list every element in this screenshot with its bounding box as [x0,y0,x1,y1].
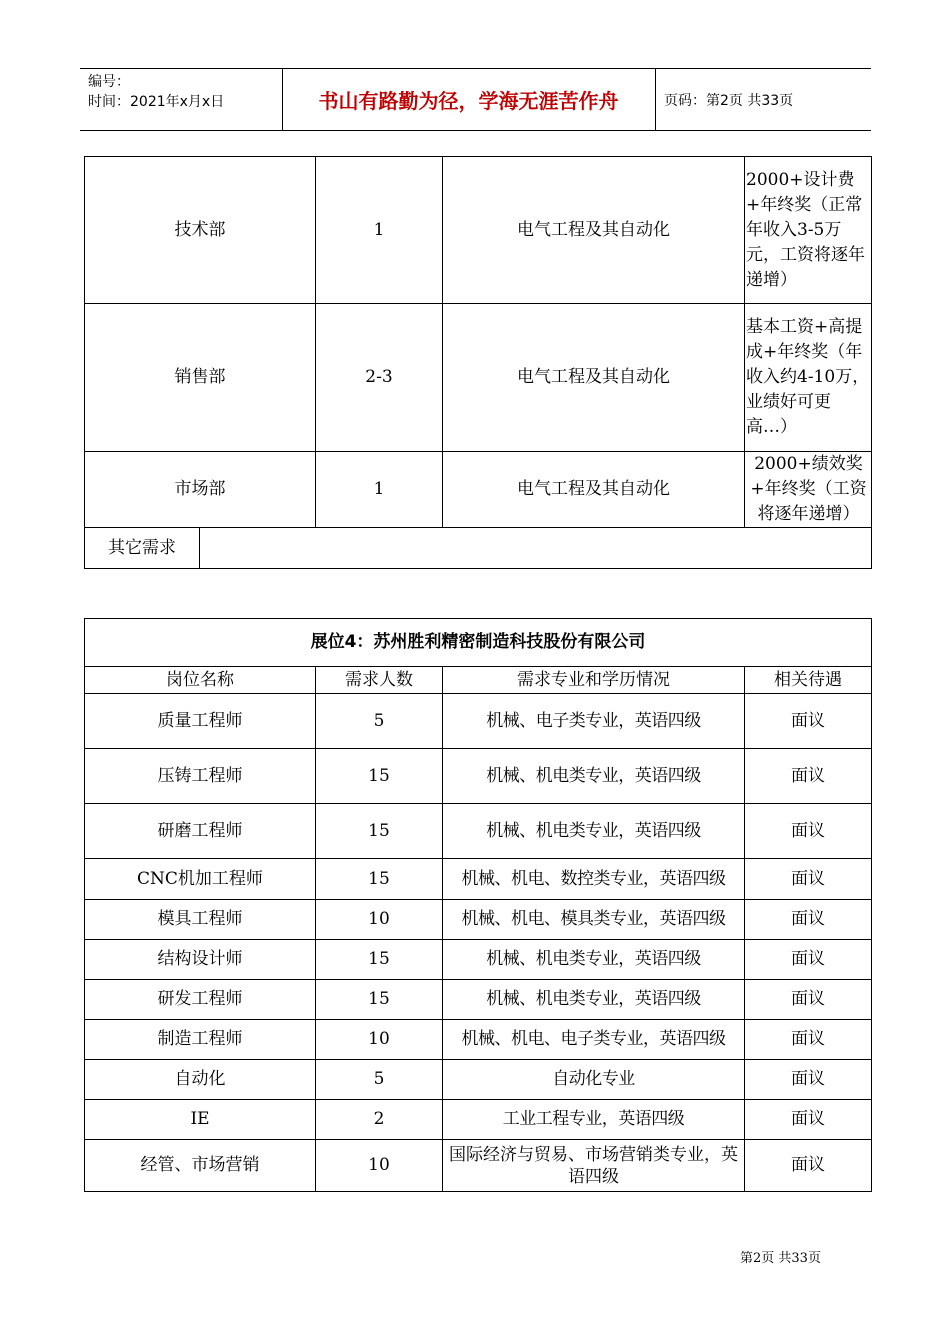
count-cell: 1 [316,452,443,528]
benefit-cell: 面议 [745,1140,872,1192]
position-cell: 自动化 [85,1060,316,1100]
requirement-cell: 自动化专业 [443,1060,745,1100]
table-row [85,1100,872,1140]
position-cell: 制造工程师 [85,1020,316,1060]
booth4-table [84,618,872,1192]
table-row [85,940,872,980]
table-title-row [85,619,872,667]
count-cell: 15 [316,804,443,859]
table-row [85,1020,872,1060]
benefit-cell: 面议 [745,859,872,900]
count-cell: 15 [316,749,443,804]
requirement-cell: 国际经济与贸易、市场营销类专业，英语四级 [443,1140,745,1192]
column-header: 岗位名称 [85,667,316,694]
dept-cell: 技术部 [85,157,316,304]
dept-cell: 市场部 [85,452,316,528]
position-cell: 研磨工程师 [85,804,316,859]
benefit-cell: 面议 [745,940,872,980]
benefit-cell: 面议 [745,694,872,749]
count-cell: 2-3 [316,304,443,452]
requirement-cell: 机械、机电类专业，英语四级 [443,804,745,859]
requirement-cell: 机械、机电、数控类专业，英语四级 [443,859,745,900]
count-cell: 10 [316,900,443,940]
requirement-cell: 机械、电子类专业，英语四级 [443,694,745,749]
table-row [85,1140,872,1192]
major-cell: 电气工程及其自动化 [443,452,745,528]
count-cell: 5 [316,1060,443,1100]
count-cell: 15 [316,859,443,900]
dept-cell: 销售部 [85,304,316,452]
position-cell: 质量工程师 [85,694,316,749]
date-label: 时间：2021年x月x日 [88,94,225,110]
benefit-cell: 2000+设计费+年终奖（正常年收入3-5万元，工资将逐年递增） [745,157,872,304]
other-requirements-label: 其它需求 [85,528,200,569]
table-row [85,900,872,940]
count-cell: 1 [316,157,443,304]
benefit-cell: 基本工资+高提成+年终奖（年收入约4-10万，业绩好可更高…） [745,304,872,452]
position-cell: 研发工程师 [85,980,316,1020]
booth3-table [84,156,872,569]
page-header [80,68,871,131]
position-cell: 经管、市场营销 [85,1140,316,1192]
benefit-cell: 面议 [745,1020,872,1060]
table-row [85,694,872,749]
header-divider [655,69,656,130]
count-cell: 15 [316,980,443,1020]
position-cell: 模具工程师 [85,900,316,940]
column-header: 需求人数 [316,667,443,694]
benefit-cell: 面议 [745,749,872,804]
table-row [85,1060,872,1100]
position-cell: CNC机加工程师 [85,859,316,900]
count-cell: 10 [316,1020,443,1060]
requirement-cell: 机械、机电、电子类专业，英语四级 [443,1020,745,1060]
number-label: 编号： [88,74,130,90]
header-motto: 书山有路勤为径，学海无涯苦作舟 [318,89,619,113]
requirement-cell: 机械、机电类专业，英语四级 [443,940,745,980]
benefit-cell: 面议 [745,1060,872,1100]
position-cell: 压铸工程师 [85,749,316,804]
benefit-cell: 面议 [745,804,872,859]
count-cell: 2 [316,1100,443,1140]
table-row [85,304,872,452]
count-cell: 10 [316,1140,443,1192]
major-cell: 电气工程及其自动化 [443,304,745,452]
requirement-cell: 机械、机电类专业，英语四级 [443,749,745,804]
table-row [85,804,872,859]
table-row [85,157,872,304]
benefit-cell: 面议 [745,980,872,1020]
count-cell: 5 [316,694,443,749]
table-row [85,980,872,1020]
benefit-cell: 面议 [745,900,872,940]
requirement-cell: 工业工程专业，英语四级 [443,1100,745,1140]
table-row [85,452,872,528]
requirement-cell: 机械、机电类专业，英语四级 [443,980,745,1020]
position-cell: 结构设计师 [85,940,316,980]
column-header: 相关待遇 [745,667,872,694]
table-header-row [85,667,872,694]
booth-title: 展位4：苏州胜利精密制造科技股份有限公司 [85,619,872,667]
header-page-info: 页码：第2页 共33页 [664,92,794,109]
benefit-cell: 面议 [745,1100,872,1140]
major-cell: 电气工程及其自动化 [443,157,745,304]
page-footer: 第2页 共33页 [740,1251,821,1266]
benefit-cell: 2000+绩效奖+年终奖（工资将逐年递增） [745,452,872,528]
position-cell: IE [85,1100,316,1140]
requirement-cell: 机械、机电、模具类专业，英语四级 [443,900,745,940]
table-row [85,749,872,804]
count-cell: 15 [316,940,443,980]
other-requirements-row [85,528,872,569]
table-row [85,859,872,900]
column-header: 需求专业和学历情况 [443,667,745,694]
header-meta [88,72,283,112]
other-requirements-value [200,528,872,569]
